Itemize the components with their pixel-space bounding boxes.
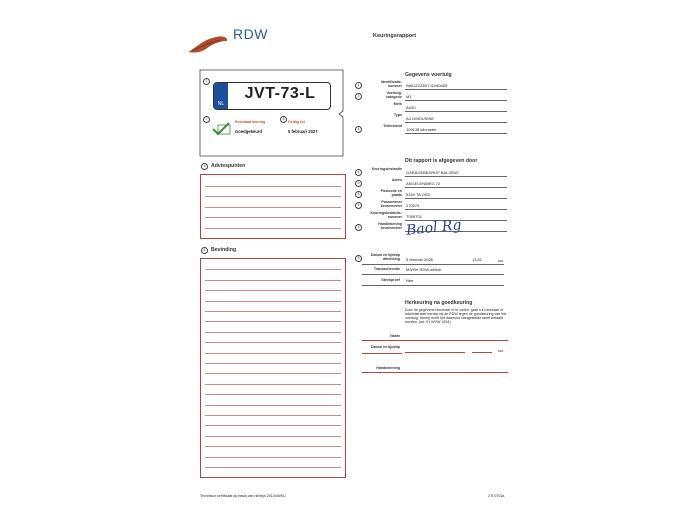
vehicle-row-value: 109138 kilometer	[406, 126, 437, 132]
nl-country-strip	[214, 83, 228, 109]
vehicle-row-underline	[405, 111, 507, 112]
ruled-line	[205, 196, 341, 197]
bevinding-badge: 6	[201, 247, 208, 254]
herkeuring-title: Herkeuring na goedkeuring	[405, 300, 473, 306]
vehicle-row-label: Tellerstand	[383, 124, 402, 128]
vehicle-row-value: AUDI	[406, 104, 416, 110]
vehicle-row-label: Identificatie- nummer	[380, 80, 402, 88]
ruled-line	[205, 457, 341, 458]
result-label: Resultaat keuring	[235, 120, 266, 124]
vehicle-row-underline	[405, 100, 507, 101]
transaction-value: M3/HH RDW afdruk	[406, 267, 442, 272]
naam-label: Naam	[390, 334, 400, 338]
ruled-line	[205, 353, 341, 354]
signature: Baol Rg	[405, 217, 463, 239]
ruled-line	[205, 332, 341, 333]
date-badge: 5	[355, 255, 362, 262]
valid-value: 5 februari 2027	[288, 129, 318, 134]
handtekening-label: Handtekening	[376, 366, 400, 370]
ruled-line	[205, 425, 341, 426]
advies-title: Adviespunten	[211, 163, 246, 169]
ruled-line	[205, 467, 341, 468]
vehicle-row-value: M1	[406, 93, 412, 99]
ruled-line	[205, 405, 341, 406]
vehicle-row-badge: 1	[355, 82, 362, 89]
result-badge: 7	[203, 116, 210, 123]
license-plate	[213, 82, 331, 110]
ruled-line	[205, 269, 341, 270]
issued-row-label: Keuringsinstantie	[371, 167, 402, 171]
ruled-line	[205, 373, 341, 374]
issued-row-underline	[405, 209, 507, 210]
vehicle-row-label: Merk	[393, 102, 402, 106]
plate-number: JVT-73-L	[244, 85, 316, 102]
issued-row-label: Keuringsinstantie- nummer	[370, 211, 402, 219]
issued-row-badge: 6	[355, 202, 362, 209]
datum-label: Datum en tijdstip	[370, 345, 400, 349]
ruled-line	[205, 384, 341, 385]
issued-row-value: ANGELENWEG 72	[406, 180, 441, 186]
result-value: Goedgekeurd	[235, 129, 262, 134]
document-title: Keuringsrapport	[373, 33, 417, 39]
steekproef-value: Nee	[406, 278, 414, 283]
vehicle-row-badge: 4	[355, 126, 362, 133]
issued-row-value: 270575	[406, 202, 420, 208]
bevinding-title: Bevinding	[211, 247, 237, 253]
country-code: NL	[217, 101, 225, 107]
issued-heading: Dit rapport is afgegeven door	[405, 158, 478, 164]
steekproef-label: Steekproef	[381, 278, 400, 282]
footer-right: 2 E.0701a	[488, 494, 505, 498]
vehicle-row-underline	[405, 122, 507, 123]
ruled-line	[205, 290, 341, 291]
date-label: Datum en tijdstip afmelding	[370, 253, 400, 261]
issued-row-value: GARAGEBEDRIJF BALJENS	[406, 169, 459, 175]
issued-row-label: Pasnummer keurmeester	[380, 200, 402, 208]
bevinding-box	[200, 258, 346, 478]
date-value: 5 februari 2026	[406, 257, 433, 262]
vehicle-row-underline	[405, 89, 507, 90]
transaction-label: Transactiecode	[373, 267, 400, 271]
vehicle-row-label: Type	[393, 113, 402, 117]
uur-label: uur	[498, 349, 504, 353]
ruled-line	[205, 321, 341, 322]
ruled-line	[205, 228, 341, 229]
advies-badge: 6	[201, 163, 208, 170]
vehicle-row-label: Voertuig- categorie	[386, 91, 402, 99]
vehicle-row-value: A3 LIMOUSINE	[406, 115, 435, 121]
ruled-line	[205, 311, 341, 312]
ruled-line	[205, 415, 341, 416]
logo-text: RDW	[233, 26, 268, 42]
ruled-line	[205, 363, 341, 364]
plate-number-badge: 2	[203, 78, 210, 85]
issued-row-underline	[405, 198, 507, 199]
issued-row-underline	[405, 176, 507, 177]
vehicle-heading: Gegevens voertuig	[405, 72, 452, 78]
valid-badge: 8	[280, 116, 287, 123]
ruled-line	[205, 446, 341, 447]
ruled-line	[205, 436, 341, 437]
issued-row-badge: 6	[355, 191, 362, 198]
time-unit: uur	[498, 259, 504, 263]
ruled-line	[205, 394, 341, 395]
issued-row-value: 5349 TA OSS	[406, 191, 431, 197]
issued-row-underline	[405, 187, 507, 188]
time-value: 13:31	[472, 257, 483, 262]
ruled-line	[205, 280, 341, 281]
vehicle-row-badge: 3	[355, 93, 362, 100]
approved-check-icon	[212, 122, 232, 136]
issued-row-label: Adres	[391, 178, 402, 182]
ruled-line	[205, 342, 341, 343]
vehicle-row-value: WAUZZZ8V7J1040683	[406, 82, 448, 88]
ruled-line	[205, 186, 341, 187]
ruled-line	[205, 207, 341, 208]
ruled-line	[205, 301, 341, 302]
ruled-line	[205, 217, 341, 218]
issued-row-badge: 6	[355, 180, 362, 187]
issued-row-label: Postcode en plaats	[380, 189, 402, 197]
valid-label: Geldig tot	[288, 120, 305, 124]
vehicle-row-underline	[405, 133, 507, 134]
issued-row-value: T056T01	[406, 213, 423, 219]
issued-row-label: Handtekening keurmeester	[378, 222, 402, 230]
issued-row-badge: 6	[355, 169, 362, 176]
footer-left: Technisch certificaat op basis van richtlijn 2014/45/EU	[200, 494, 286, 498]
issued-row-badge: 9	[355, 224, 362, 231]
advies-box	[200, 174, 346, 239]
rdw-feather-logo-icon	[186, 32, 230, 56]
herkeuring-text: Door de gegevens hieronder in te vullen, gaat u in bezwaar of administratief beroep bij de RDW tegen de goedkeuring van het voertuig. Hierbij moet het daarvoor vastgestelde tarief betaald worden. (art. 91 WVW 1994)	[405, 308, 507, 324]
